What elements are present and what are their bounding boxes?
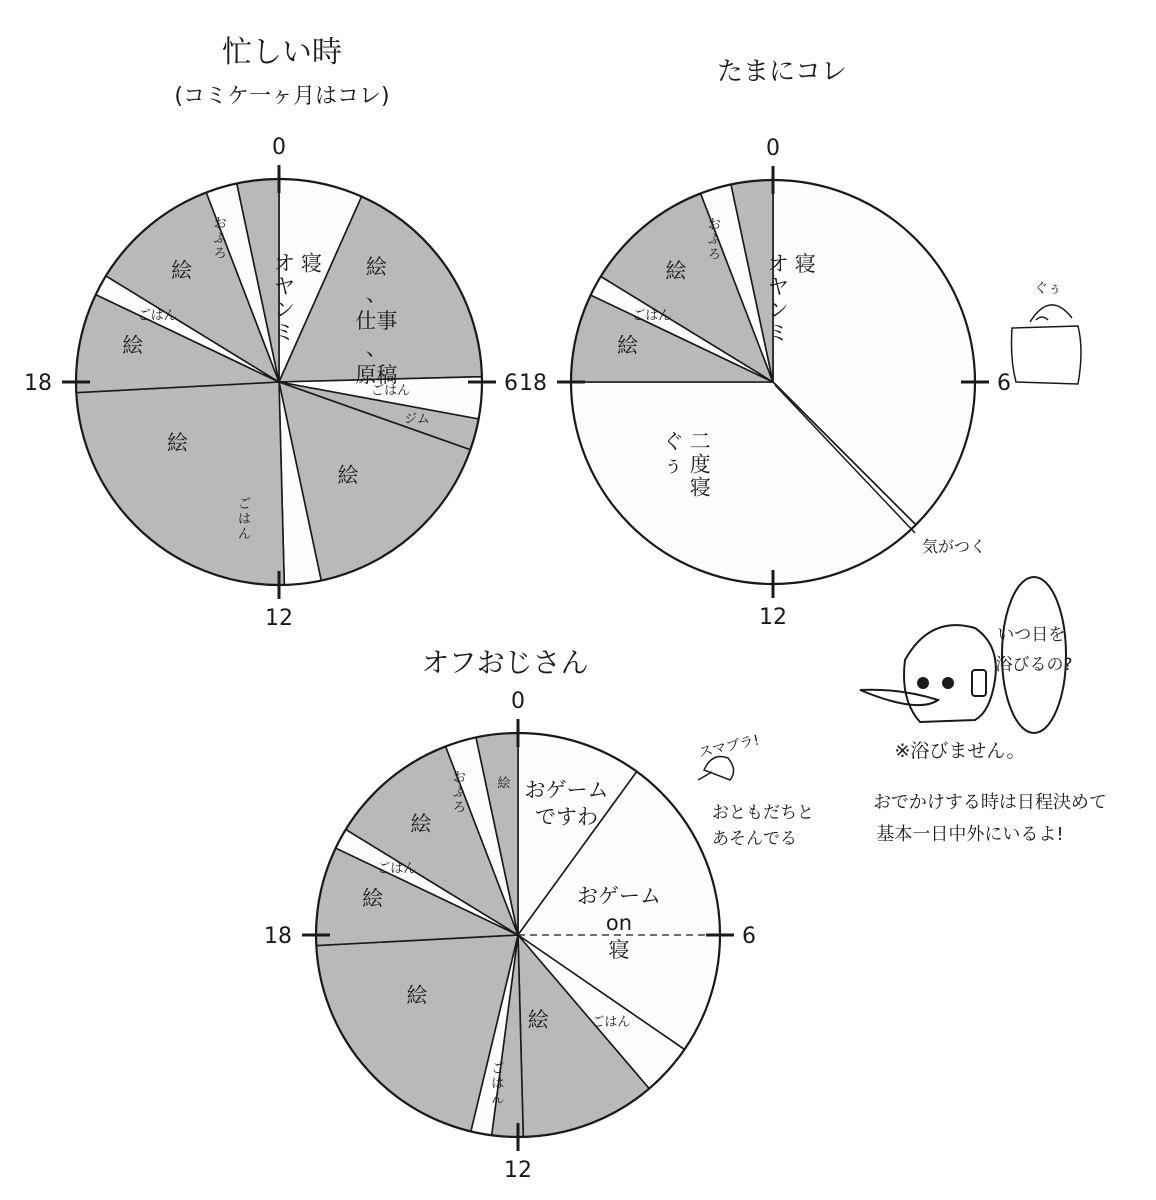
slice-label: 絵 <box>171 258 193 283</box>
slice-label: 絵 <box>122 333 144 358</box>
tick-label: 0 <box>766 136 780 161</box>
slice-label: 絵 <box>362 886 384 911</box>
character-doodle <box>860 625 996 722</box>
outing-note-line2: 基本一日中外にいるよ! <box>876 824 1064 845</box>
pie-chart-busy <box>24 135 518 631</box>
slice-label: おふろ <box>213 216 227 262</box>
chart3-title: オフおじさん <box>421 646 589 679</box>
outing-note-line1: おでかけする時は日程決めて <box>873 792 1107 813</box>
friends-annotation <box>712 803 819 849</box>
slice-label: 絵 <box>665 258 687 283</box>
slice-label: 絵 <box>410 811 432 836</box>
tick-label: 12 <box>759 605 787 630</box>
tick-label: 12 <box>504 1158 532 1183</box>
reply-note: ※浴びません。 <box>894 740 1026 762</box>
slice-label: 絵 <box>497 776 511 792</box>
snore-annotation: ぐぅ <box>1034 281 1062 297</box>
slice-label: ごはん <box>237 496 252 542</box>
tick-label: 6 <box>742 924 756 949</box>
pie-chart-off-day <box>264 689 756 1183</box>
slice-label: 絵 <box>337 463 359 488</box>
tick-label: 18 <box>24 371 52 396</box>
tick-label: 18 <box>264 924 292 949</box>
tick-label: 0 <box>272 135 286 160</box>
speech-bubble-line1: いつ日を <box>997 625 1066 645</box>
slice-label: 寝オヤンミ <box>767 251 816 345</box>
pie-slice <box>76 382 284 585</box>
slice-label: 絵 <box>167 430 188 455</box>
smash-annotation: スマブラ! <box>697 732 761 761</box>
chart2-title: たまにコレ <box>716 57 848 87</box>
speech-bubble-line2: 浴びるの? <box>995 655 1073 675</box>
friends-annotation-line1: おともだちと <box>712 803 814 823</box>
slice-label: ごはん <box>377 861 417 877</box>
slice-label: おゲームですわ <box>524 778 609 830</box>
slice-label: ごはん <box>632 308 672 324</box>
tick-label: 0 <box>511 689 525 714</box>
tick-label: 6 <box>997 371 1011 396</box>
slice-label: ジム <box>404 411 430 427</box>
friends-annotation-line2: あそんでる <box>712 829 797 849</box>
slice-label: ごはん <box>371 383 411 399</box>
speech-bubble-text <box>995 625 1072 675</box>
tick-label: 18 <box>519 371 547 396</box>
chart1-title: 忙しい時 <box>222 35 342 70</box>
slice-label: 絵、仕事、原稿 <box>355 255 398 388</box>
slice-label: ごはん <box>491 1061 505 1107</box>
tick-label: 6 <box>504 371 518 396</box>
tick-label: 12 <box>265 606 293 631</box>
slice-label: 絵 <box>617 333 639 358</box>
notice-annotation: 気がつく <box>922 537 987 556</box>
slice-label: 絵 <box>406 983 428 1008</box>
slice-label: 絵 <box>527 1007 549 1032</box>
sleeping-character-doodle <box>1012 305 1082 384</box>
slice-label: ごはん <box>591 1015 631 1031</box>
chart1-subtitle: (コミケ一ヶ月はコレ) <box>174 84 390 109</box>
slice-label: 寝オヤンミ <box>274 251 322 345</box>
slice-label: おふろ <box>452 770 466 816</box>
slice-label: おゲーム on 寝 <box>577 883 661 962</box>
slice-label: おふろ <box>707 217 721 263</box>
slice-label: ごはん <box>137 308 177 324</box>
slice-label: 二度寝ぐぅ <box>662 429 711 500</box>
